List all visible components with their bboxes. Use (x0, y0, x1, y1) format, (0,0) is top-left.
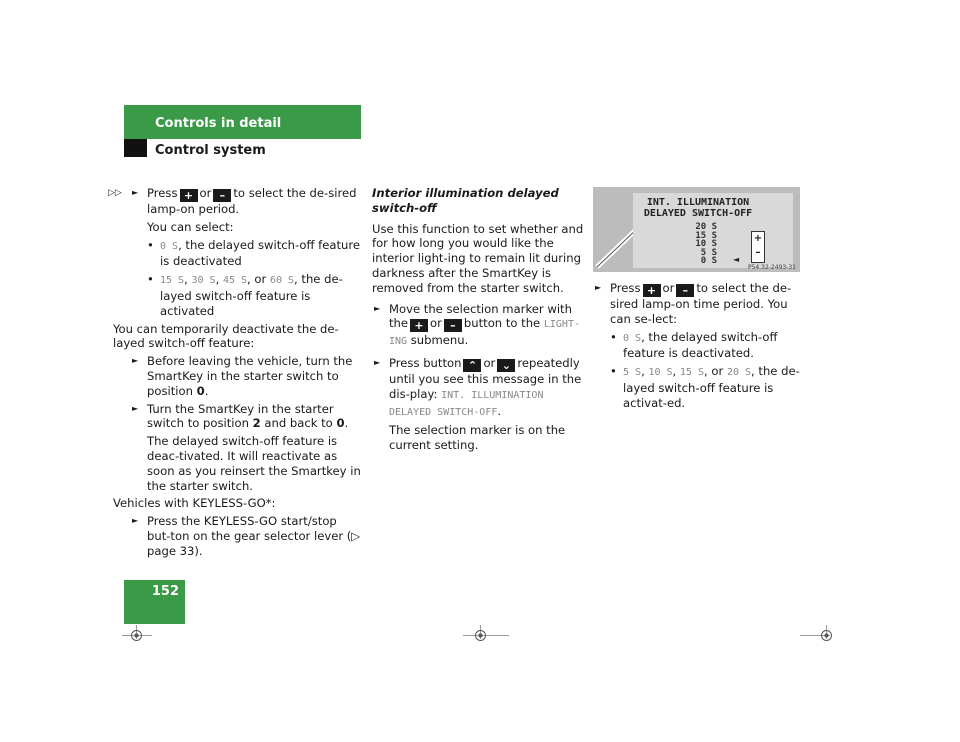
paragraph: Vehicles with KEYLESS-GO*: (113, 496, 276, 511)
list-item: • 15 S, 30 S, 45 S, or 60 S, the de-layed switch-off feature is activated (130, 272, 362, 318)
paragraph: The selection marker is on the current setting. (389, 423, 566, 453)
display-screen (633, 193, 793, 268)
up-key-icon: ⌃ (463, 359, 481, 372)
step: ► Press + or – to select the de-sired lamp-on time period. You can se-lect: (593, 281, 803, 327)
plus-minus-icon: + – (751, 231, 765, 263)
figure-reference: P54.32-2493-31 (747, 264, 796, 271)
display-illustration (593, 187, 800, 272)
page-number-box (124, 580, 185, 624)
step: ► Press button ⌃ or ⌄ repeatedly until you see this message in the dis-play: INT. ILLUMINATION DELAYED SWITCH-OFF. (372, 356, 584, 420)
step: ► Press the KEYLESS-GO start/stop but-ton on the gear selector lever (▷ page 33). (130, 514, 362, 558)
minus-key-icon: – (213, 189, 231, 202)
plus-key-icon: + (410, 319, 428, 332)
paragraph: Use this function to set whether and for how long you would like the interior light-ing to remain lit during darkness after the SmartKey is removed from the starter switch. (372, 221, 584, 295)
registration-mark-icon (131, 630, 142, 641)
list-item: • 0 S, the delayed switch-off feature is deactivated. (593, 330, 803, 362)
display-value: 5 S (700, 247, 717, 258)
registration-mark-icon (821, 630, 832, 641)
list-item: • 5 S, 10 S, 15 S, or 20 S, the de-layed switch-off feature is activat-ed. (593, 364, 803, 410)
selection-marker-icon: ◄ (733, 255, 740, 264)
section-heading: Interior illumination delayed switch-off (372, 186, 559, 215)
chapter-header (124, 105, 361, 139)
registration-mark (463, 635, 509, 636)
step-select-period: ► ▷▷ Press + or – to select the de-sired lamp-on period. (130, 186, 362, 217)
select-intro: You can select: (147, 219, 234, 234)
paragraph: The delayed switch-off feature is deac-tivated. It will reactivate as soon as you reinsert the Smartkey in the starter switch. (147, 434, 361, 493)
minus-key-icon: – (444, 319, 462, 332)
list-item: • 0 S, the delayed switch-off feature is deactivated (130, 238, 362, 270)
section-marker (124, 139, 147, 157)
chapter-title: Controls in detail (155, 116, 282, 131)
right-column (593, 281, 803, 414)
display-line-1: INT. ILLUMINATION (646, 197, 750, 208)
page-number: 152 (151, 584, 179, 599)
registration-mark-icon (475, 630, 486, 641)
display-value: 20 S (695, 222, 717, 232)
paragraph: You can temporarily deactivate the de-layed switch-off feature: (113, 321, 339, 351)
plus-key-icon: + (180, 189, 198, 202)
continue-marker: ► ▷▷ (108, 188, 122, 198)
step: ► Before leaving the vehicle, turn the SmartKey in the starter switch to position 0. (130, 354, 362, 398)
plus-key-icon: + (643, 284, 661, 297)
step: ► Move the selection marker with the + or – button to the LIGHT-ING submenu. (372, 302, 584, 350)
section-title: Control system (155, 143, 266, 158)
down-key-icon: ⌄ (497, 359, 515, 372)
step: ► Turn the SmartKey in the starter switch to position 2 and back to 0. (130, 402, 362, 432)
minus-key-icon: – (676, 284, 694, 297)
display-value: 10 S (695, 239, 717, 249)
display-value: 0 S (700, 256, 717, 266)
display-line-2: DELAYED SWITCH-OFF (643, 208, 753, 219)
display-value: 15 S (695, 230, 717, 241)
display-values (677, 223, 717, 266)
left-column (108, 186, 362, 562)
middle-column (372, 186, 584, 456)
